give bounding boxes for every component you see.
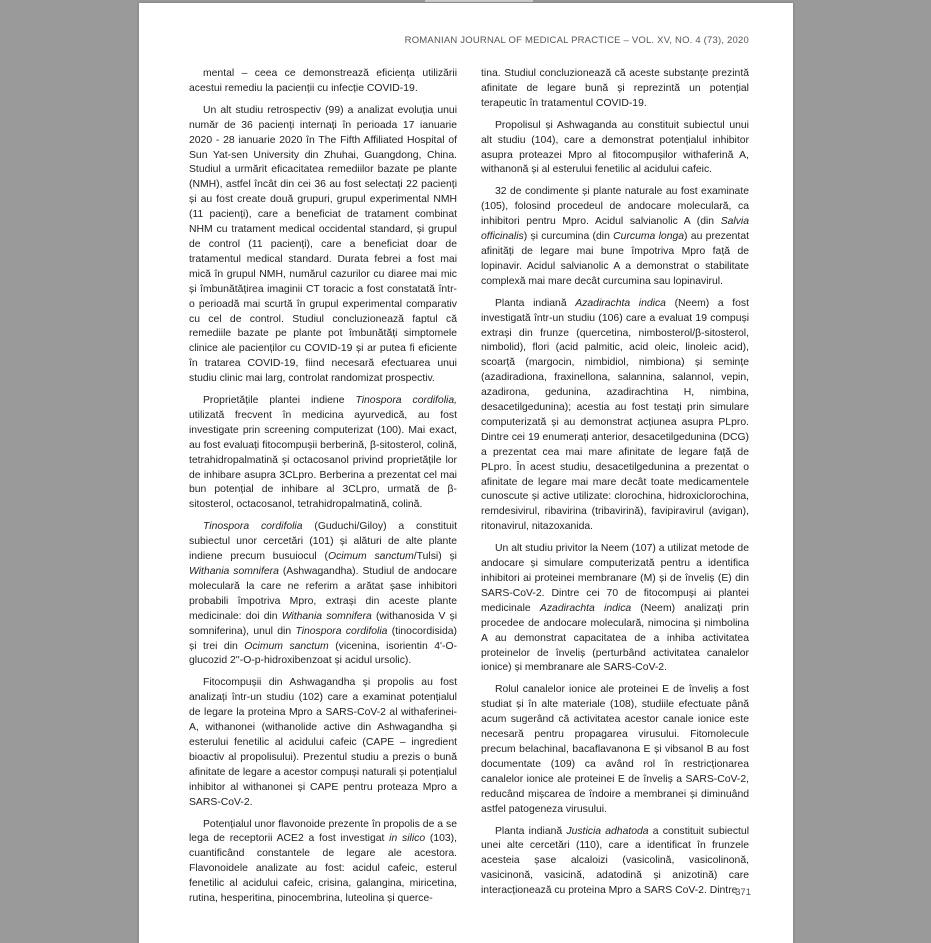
paragraph xyxy=(189,818,457,907)
text-run: Rolul canalelor ionice ale proteinei E de înveliș a fost studiat și în alte materiale (108), studiile efectuate până acum sugerând că activitatea acestor canale ionice este necesară pentru propagarea virusului. Fitomolecule precum belachinal, bacaflavanona E și vibsanol B au fost documentate (109) ca având rol în restricționarea canalelor ionice ale proteinei E de înveliș a SARS-CoV-2, reducând mișcarea de îndoire a membranei și diminuând astfel patogeneza virusului. xyxy=(481,684,749,815)
text-run: 32 de condimente și plante naturale au fost examinate (105), folosind procedeul de andocare moleculară, ca inhibitori pentru Mpro. Acidul salvianolic A (din xyxy=(481,186,749,228)
text-run: mental – ceea ce demonstrează eficiența utilizării acestui remediu la pacienții cu infecție COVID-19. xyxy=(189,68,457,94)
italic-term: Tinospora cordifolia xyxy=(203,521,303,533)
italic-term: Justicia adhatoda xyxy=(566,825,649,837)
paragraph xyxy=(481,542,749,676)
document-page xyxy=(139,3,793,943)
paragraph xyxy=(189,67,457,97)
italic-term: Curcuma longa xyxy=(613,231,685,243)
text-run: /Tulsi) și xyxy=(413,551,457,563)
text-run: Propolisul și Ashwaganda au constituit subiectul unui alt studiu (104), care a demonstrat potențialul inhibitor asupra proteazei Mpro al fitocompușilor withaferină A, withanonă și al esterului fenetilic al acidului cafeic. xyxy=(481,119,749,176)
text-run: (Neem) analizați prin procedee de andocare moleculară, nimocina și nimbolina A au demonstrat capacitatea de a inhiba activitatea proteinelor de înveliș (perturbând activitatea canalelor ionice) și membranare ale SARS-CoV-2. xyxy=(481,602,750,674)
italic-term: Ocimum sanctum xyxy=(327,551,414,563)
text-run: Planta indiană xyxy=(495,297,576,309)
left-column xyxy=(189,67,457,914)
paragraph xyxy=(189,676,457,810)
text-run: Un alt studiu retrospectiv (99) a analizat evoluția unui număr de 36 pacienți internați în perioada 17 ianuarie 2020 - 28 ianuarie 2020 în The Fifth Affiliated Hospital of Sun Yat-sen University din Zhuhai, Guangdong, China. Studiul a urmărit eficacitatea remediilor bazate pe plante (NMH), astfel încât din cei 36 au fost selectați 22 pacienți și au fost create două grupuri, grupul experimental NMH (11 pacienți), care a beneficiat de tratament combinat NHM cu tratament medical occidental standard, și grupul de control (11 pacienți), care a beneficiat doar de tratamentul medical standard. Durata febrei a fost mai mică în grupul NMH, numărul cazurilor cu diaree mai mic și îmbunătățirea imaginii CT toracic a fost constatată într-o perioadă mai scurtă în grupul experimental comparativ cu cel de control. Studiul concluzionează faptul că remediile bazate pe plante pot îmbunătăți simptomele clinice ale pacienților cu COVID-19 și ar putea fi eficiente în tratarea COVID-19, fiind necesară efectuarea unui studiu clinic mai larg, controlat randomizat prospectiv. xyxy=(189,104,457,385)
right-column xyxy=(481,67,749,906)
italic-term: Azadirachta indica xyxy=(575,297,666,309)
text-run: Potențialul unor flavonoide prezente în propolis de a se lega de receptorii ACE2 a fost investigat xyxy=(189,818,457,845)
text-run: (Guduchi/Giloy) a constituit subiectul unor cercetări (101) și alături de alte plante indiene precum busuiocul ( xyxy=(189,521,457,563)
text-run: (103), cuantificând constantele de legare ale acestora. Flavonoidele analizate au fost: acidul cafeic, esterul fenetilic al acidului cafeic, crisina, galangina, miricetina, rutina, hesperitina, pinocembrina, luteolina și querce- xyxy=(189,833,458,905)
text-run: Un alt studiu privitor la Neem (107) a utilizat metode de andocare și simulare computerizată pentru a identifica inhibitori ai proteinei membranare (M) și de înveliș (E) din SARS-CoV-2. Dintre cei 70 de fitocompuși ai plantei medicinale xyxy=(481,543,749,614)
text-run: (withanosida V și somniferina), unul din xyxy=(189,610,458,637)
viewer-top-tab xyxy=(425,0,533,2)
paragraph xyxy=(481,185,749,289)
italic-term: in silico xyxy=(389,833,426,845)
italic-term: Salvia officinalis xyxy=(481,216,749,243)
text-run: tina. Studiul concluzionează că aceste substanțe prezintă afinitate de legare bună și reprezintă un potențial terapeutic în tratamentul COVID-19. xyxy=(481,68,749,109)
text-run: Planta indiană xyxy=(495,825,567,837)
paragraph xyxy=(481,119,749,179)
paragraph xyxy=(189,394,457,513)
text-run: ) și curcumina (din xyxy=(523,231,614,243)
italic-term: Tinospora cordifolia xyxy=(295,625,388,637)
italic-term: Withania somnifera xyxy=(281,610,372,622)
paragraph xyxy=(481,67,749,112)
paragraph xyxy=(189,104,457,387)
text-run: (vicenina, isorientin 4'-O-glucozid 2''-O-p-hidroxibenzoat și acidul ursolic). xyxy=(189,640,457,667)
italic-term: Tinospora cordifolia, xyxy=(355,395,457,407)
paragraph xyxy=(481,825,749,900)
text-run: Proprietățile plantei indiene xyxy=(203,395,356,407)
paragraph xyxy=(481,683,749,817)
text-run: a constituit subiectul unei alte cercetări (110), care a identificat în frunzele acesteia șase alcaloizi (vasicolină, vasicolinonă, vasicinonă, vasicină, adatodină și anizotină) care interacționează cu proteina Mpro a SARS CoV-2. Dintre xyxy=(481,825,750,897)
paragraph xyxy=(189,520,457,669)
italic-term: Withania somnifera xyxy=(189,566,279,577)
italic-term: Ocimum sanctum xyxy=(244,640,329,652)
running-head: ROMANIAN JOURNAL OF MEDICAL PRACTICE – VOL. XV, NO. 4 (73), 2020 xyxy=(404,35,749,46)
text-run: utilizată frecvent în medicina ayurvedică, au fost investigate prin screening computerizat (100). Mai exact, au fost evaluați fitocompușii berberină, β-sitosterol, colină, tetrahidropalmatină și octacosanol privind proprietățile lor de inhibare asupra 3CLpro. Berberina a prezentat cel mai bun potențial de inhibare al 3CLpro, urmată de β-sitosterol, octacosanol, tetrahidropalmatină, colină. xyxy=(189,409,457,511)
italic-term: Azadirachta indica xyxy=(539,602,632,614)
text-run: (Ashwagandha). Studiul de andocare moleculară la care ne referim a arătat șase inhibitori probabili împotriva Mpro, extrași din aceste plante medicinale: doi din xyxy=(189,566,458,622)
text-run: (tinocordisida) și trei din xyxy=(189,625,457,652)
text-run: (Neem) a fost investigată într-un studiu (106) care a evaluat 19 compuși extrași din frunze (quercetina, nimbosterol/β-sitosterol, nimbolid), flori (acid palmitic, acid oleic, linoleic acid), scoarță (margocin, nimbidiol, nimbiona) și semințe (azadiradiona, fraxinellona, salannina, salannol, vepin, azadirona, gedunina, azadirachtina H, nimbina, desacetilgedunina); acestia au fost testați prin simulare computerizată și au demonstrat acțiunea asupra PLpro. Dintre cei 19 enumerați anterior, desacetilgedunina (DCG) a prezentat cea mai mare afinitate de legare față de PLpro. În acest studiu, desacetilgedunina a prezentat o afinitate de legare mai mare decât toate medicamentele cunoscute și active utilizate: clorochina, hidroxiclorochina, remdesivirul, ribavirina (tribavirină), favipiravirul (avigan), ritonavirul, nitazoxanida. xyxy=(481,297,750,533)
paragraph xyxy=(481,297,749,536)
text-run: ) au prezentat afinități de legare mai bune împotriva Mpro față de lopinavir. Acidul salvianolic A a demonstrat o stabilitate complexă mai mare decât curcumina sau lopinavirul. xyxy=(481,231,749,287)
text-run: Fitocompușii din Ashwagandha și propolis au fost analizați într-un studiu (102) care a examinat potențialul de legare la proteina Mpro a SARS-CoV-2 al withaferinei-A, withanonei (withanolide active din Ashwagandha și esterului fenetilic al acidului cafeic (CAPE – ingredient bioactiv al propolisului). Prezentul studiu a prezis o bună afinitate de legare a acestor compuși naturali și potențialul inhibitor al withanonei și CAPE pentru proteaza Mpro a SARS-CoV-2. xyxy=(189,677,457,808)
page-number: 371 xyxy=(735,887,751,898)
